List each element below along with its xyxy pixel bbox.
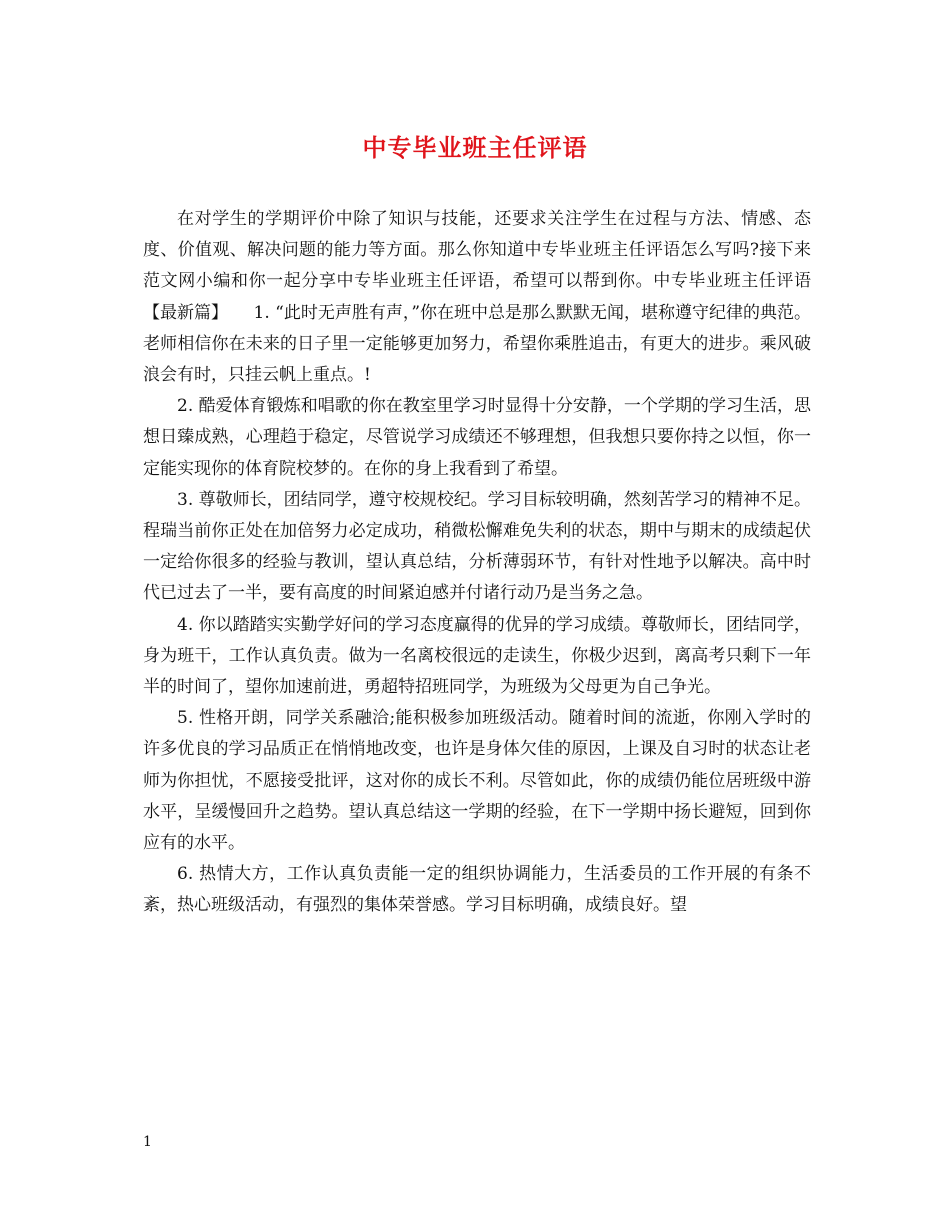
paragraph-3: 3. 尊敬师长，团结同学，遵守校规校纪。学习目标较明确，然刻苦学习的精神不足。程瑞当前你正处在加倍努力必定成功，稍微松懈难免失利的状态，期中与期末的成绩起伏一定给你很多的经验与教训，望认真总结，分析薄弱环节，有针对性地予以解决。高中时代已过去了一半，要有高度的时间紧迫感并付诸行动乃是当务之急。 [143, 489, 811, 604]
paragraph-5: 5. 性格开朗，同学关系融洽;能积极参加班级活动。随着时间的流逝，你刚入学时的许多优良的学习品质正在悄悄地改变，也许是身体欠佳的原因，上课及自习时的状态让老师为你担忧，不愿接受批评，这对你的成长不利。尽管如此，你的成绩仍能位居班级中游水平，呈缓慢回升之趋势。望认真总结这一学期的经验，在下一学期中扬长避短，回到你应有的水平。 [143, 708, 811, 854]
paragraph-4: 4. 你以踏踏实实勤学好问的学习态度赢得的优异的学习成绩。尊敬师长，团结同学，身为班干，工作认真负责。做为一名离校很远的走读生，你极少迟到，离高考只剩下一年半的时间了，望你加速前进，勇超特招班同学，为班级为父母更为自己争光。 [143, 614, 811, 698]
document-body [143, 204, 811, 922]
page-number: 1 [143, 1134, 152, 1150]
paragraph-2: 2. 酷爱体育锻炼和唱歌的你在教室里学习时显得十分安静，一个学期的学习生活，思想日臻成熟，心理趋于稳定，尽管说学习成绩还不够理想，但我想只要你持之以恒，你一定能实现你的体育院校梦的。在你的身上我看到了希望。 [143, 396, 811, 479]
paragraph-6: 6. 热情大方，工作认真负责能一定的组织协调能力，生活委员的工作开展的有条不紊，热心班级活动，有强烈的集体荣誉感。学习目标明确，成绩良好。望 [143, 864, 811, 916]
paragraph-intro: 在对学生的学期评价中除了知识与技能，还要求关注学生在过程与方法、情感、态度、价值观、解决问题的能力等方面。那么你知道中专毕业班主任评语怎么写吗?接下来范文网小编和你一起分享中专毕业班主任评语，希望可以帮到你。中专毕业班主任评语【最新篇】 1. “此时无声胜有声，”你在班中总是那么默默无闻，堪称遵守纪律的典范。老师相信你在未来的日子里一定能够更加努力，希望你乘胜追击，有更大的进步。乘风破浪会有时，只挂云帆上重点。! [143, 209, 812, 386]
document-title: 中专毕业班主任评语 [362, 133, 588, 162]
